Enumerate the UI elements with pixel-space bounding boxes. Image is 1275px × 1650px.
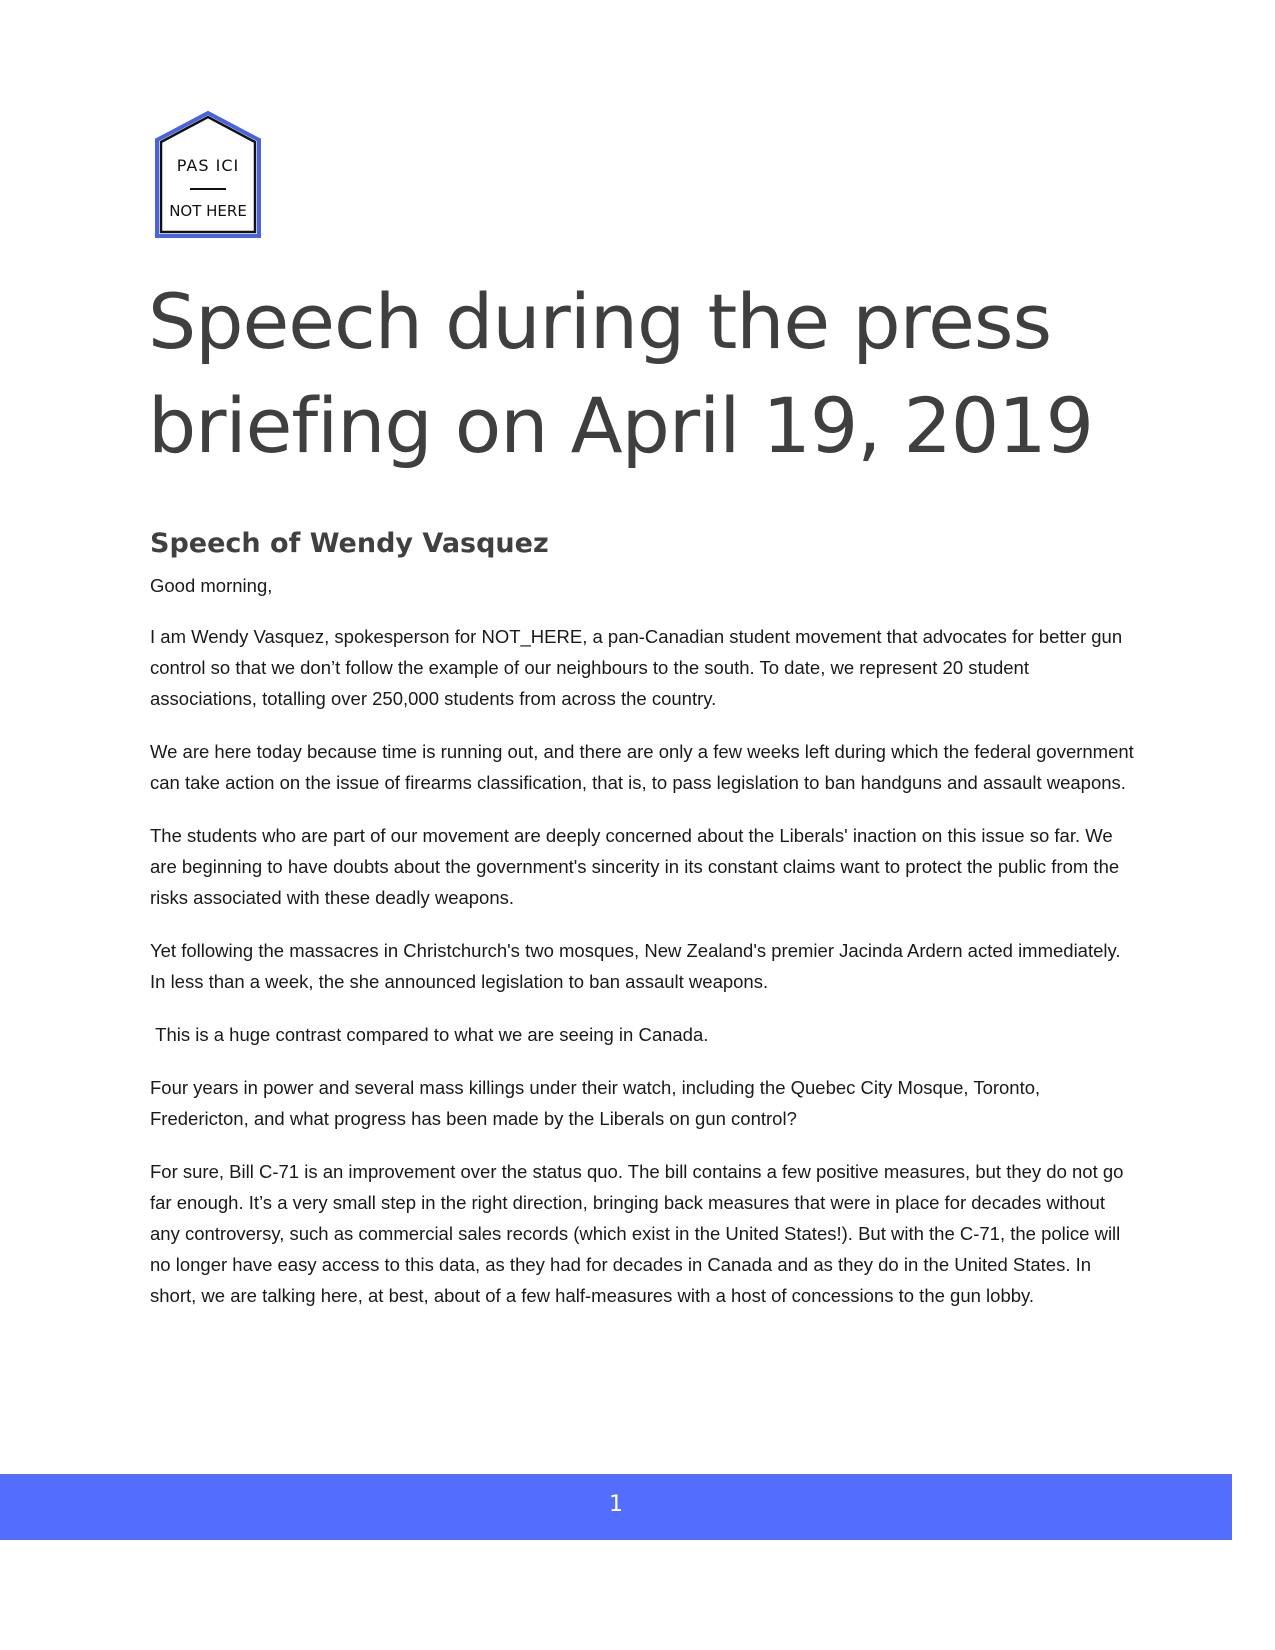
speech-body — [150, 570, 1135, 1333]
document-title: Speech during the press briefing on April 19, 2019 — [148, 277, 1093, 470]
pas-ici-logo — [154, 110, 262, 240]
paragraph: For sure, Bill C-71 is an improvement over the status quo. The bill contains a few positive measures, but they do not go far enough. It’s a very small step in the right direction, bringing back measures that were in place for decades without any controversy, such as commercial sales records (which exist in the United States!). But with the C-71, the police will no longer have easy access to this data, as they had for decades in Canada and as they do in the United States. In short, we are talking here, at best, about of a few half-measures with a host of concessions to the gun lobby. — [150, 1161, 1124, 1306]
paragraph: Four years in power and several mass killings under their watch, including the Quebec City Mosque, Toronto, Fredericton, and what progress has been made by the Liberals on gun control? — [150, 1077, 1041, 1129]
paragraph: We are here today because time is running out, and there are only a few weeks left during which the federal government can take action on the issue of firearms classification, that is, to pass legislation to ban handguns and assault weapons. — [150, 741, 1134, 793]
logo-text-french: PAS ICI — [176, 156, 240, 175]
paragraph: The students who are part of our movement are deeply concerned about the Liberals' inaction on this issue so far. We are beginning to have doubts about the government's sincerity in its constant claims want to protect the public from the risks associated with these deadly weapons. — [150, 825, 1120, 908]
paragraph: I am Wendy Vasquez, spokesperson for NOT_HERE, a pan-Canadian student movement that advocates for better gun control so that we don’t follow the example of our neighbours to the south. To date, we represent 20 student associations, totalling over 250,000 students from across the country. — [150, 626, 1123, 709]
speech-author-heading: Speech of Wendy Vasquez — [150, 528, 549, 559]
paragraph: Yet following the massacres in Christchurch's two mosques, New Zealand's premier Jacinda Ardern acted immediately. In less than a week, the she announced legislation to ban assault weapons. — [150, 940, 1121, 992]
paragraph-greeting: Good morning, — [150, 575, 273, 596]
house-outline-icon — [154, 110, 262, 240]
logo-text-english: NOT HERE — [169, 202, 247, 220]
page-number: 1 — [609, 1492, 623, 1517]
page-footer-bar — [0, 1474, 1232, 1540]
paragraph: This is a huge contrast compared to what we are seeing in Canada. — [150, 1024, 709, 1045]
